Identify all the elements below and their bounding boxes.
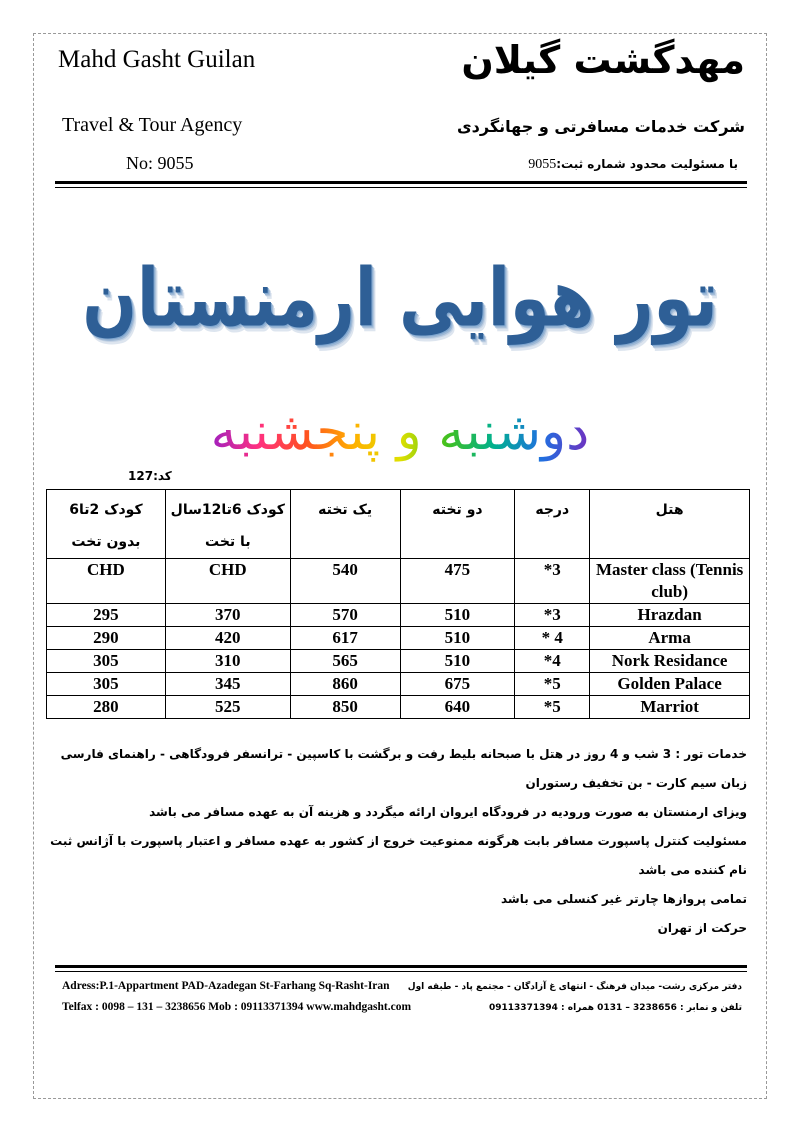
cell-child-no-bed: 295 [47,604,166,627]
cell-double: 475 [400,559,515,604]
cell-child-no-bed: 280 [47,696,166,719]
note-charter: تمامی پروازها چارتر غیر کنسلی می باشد [500,892,747,906]
table-header-row [47,490,750,559]
cell-double: 510 [400,627,515,650]
cell-hotel: Master class (Tennis club) [590,559,750,604]
cell-child-with-bed: 310 [165,650,290,673]
cell-single: 860 [290,673,400,696]
header-double: دو تخته [400,490,515,559]
note-passport: مسئولیت کنترل پاسپورت مسافر بابت هرگونه ممنوعیت خروج از کشور به عهده مسافر و اعتبار پاسپورت با آژانس ثبت نام کننده می باشد [50,834,747,877]
footer-divider-thin [55,971,747,972]
tagline-fa: شرکت خدمات مسافرتی و جهانگردی [457,117,745,136]
note-visa: ویزای ارمنستان به صورت ورودیه در فرودگاه ایروان ارائه میگردد و هزینه آن به عهده مسافر می باشد [149,805,747,819]
header-single: یک تخته [290,490,400,559]
cell-child-with-bed: 525 [165,696,290,719]
registration-label-fa: با مسئولیت محدود شماره ثبت: [556,157,738,171]
cell-hotel: Marriot [590,696,750,719]
header-hotel: هتل [590,490,750,559]
cell-double: 510 [400,604,515,627]
cell-child-with-bed: 420 [165,627,290,650]
price-table [46,489,750,719]
cell-grade: 4* [515,650,590,673]
note-departure: حرکت از تهران [657,921,747,935]
header-divider [55,181,747,184]
cell-grade: 4 * [515,627,590,650]
table-row [47,673,750,696]
cell-grade: 5* [515,673,590,696]
tour-notes [47,740,747,943]
cell-child-no-bed: 305 [47,650,166,673]
header-grade: درجه [515,490,590,559]
cell-child-with-bed: CHD [165,559,290,604]
footer-address-en: Adress:P.1-Appartment PAD-Azadegan St-Farhang Sq-Rasht-Iran [62,980,390,992]
table-row [47,627,750,650]
table-row [47,559,750,604]
cell-single: 565 [290,650,400,673]
header-divider-thin [55,187,747,188]
registration-number-fa [528,157,738,173]
header-child-no-bed: کودک 2تا6 بدون تخت [47,490,166,559]
cell-grade: 5* [515,696,590,719]
footer-contact-en: Telfax : 0098 – 131 – 3238656 Mob : 09113371394 www.mahdgasht.com [62,1001,412,1013]
table-row [47,696,750,719]
cell-double: 675 [400,673,515,696]
cell-hotel: Nork Residance [590,650,750,673]
subtitle-wrap [0,402,800,462]
cell-hotel: Arma [590,627,750,650]
cell-child-no-bed: 290 [47,627,166,650]
cell-single: 570 [290,604,400,627]
cell-child-with-bed: 345 [165,673,290,696]
cell-grade: 3* [515,559,590,604]
tour-title: تور هوایی ارمنستان [82,252,718,346]
company-name-fa: مهدگشت گیلان [461,38,745,82]
cell-single: 617 [290,627,400,650]
registration-number-en: No: 9055 [126,153,194,173]
cell-hotel: Golden Palace [590,673,750,696]
note-services: خدمات تور : 3 شب و 4 روز در هتل با صبحانه بلیط رفت و برگشت با کاسپین - ترانسفر فرودگاهی - راهنمای فارسی زبان سیم کارت - بن تخفیف رستوران [60,747,747,790]
cell-hotel: Hrazdan [590,604,750,627]
table-row [47,604,750,627]
header-child-with-bed: کودک 6تا12سال با تخت [165,490,290,559]
cell-grade: 3* [515,604,590,627]
company-name-en: Mahd Gasht Guilan [58,46,256,73]
registration-value-fa: 9055 [528,157,557,172]
cell-child-with-bed: 370 [165,604,290,627]
cell-child-no-bed: CHD [47,559,166,604]
cell-single: 850 [290,696,400,719]
cell-child-no-bed: 305 [47,673,166,696]
tour-days-subtitle: دوشنبه و پنجشنبه [210,402,590,462]
cell-single: 540 [290,559,400,604]
table-row [47,650,750,673]
cell-double: 510 [400,650,515,673]
footer-address-fa: دفتر مرکزی رشت- میدان فرهنگ - انتهای غ آزادگان - مجتمع پاد - طبقه اول [407,982,742,992]
footer-contact-fa: تلفن و نمابر : 3238656 – 0131 همراه : 09113371394 [489,1003,742,1013]
tagline-en: Travel & Tour Agency [62,114,243,136]
footer-divider [55,965,747,968]
cell-double: 640 [400,696,515,719]
tour-code: کد:127 [128,469,172,483]
title-wrap [0,252,800,346]
